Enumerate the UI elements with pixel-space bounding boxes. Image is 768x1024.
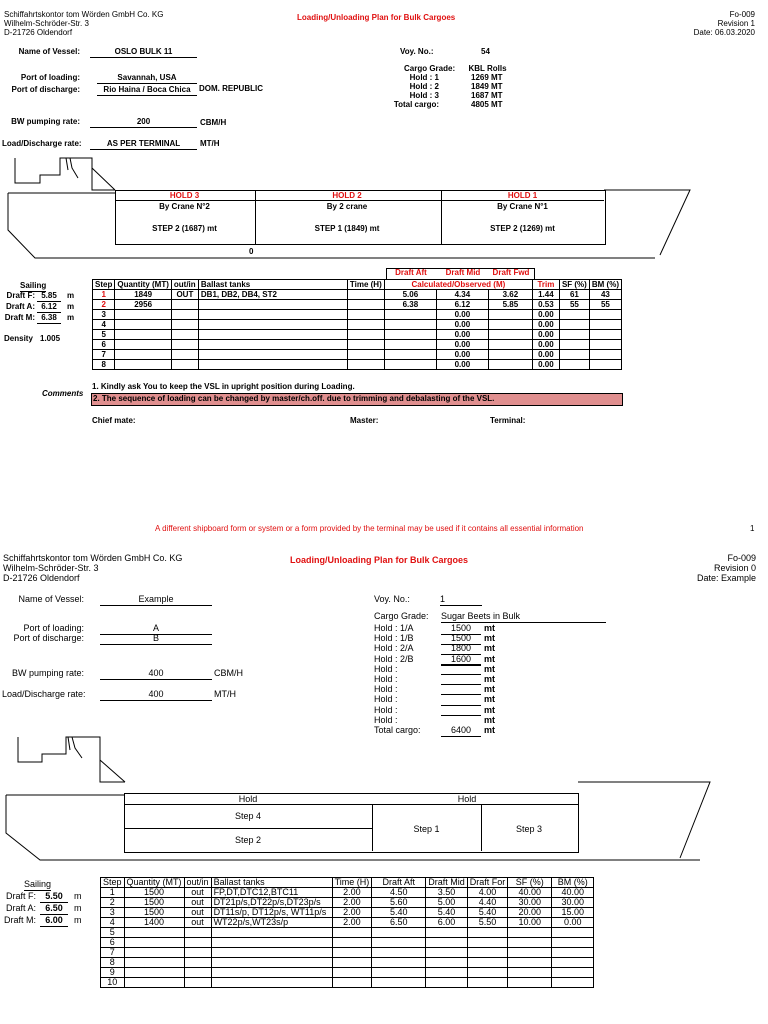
cell-step[interactable]: 5 — [101, 928, 125, 938]
cell-mid[interactable]: 0.00 — [436, 350, 488, 360]
cell-step[interactable]: 10 — [101, 978, 125, 988]
cell-sf[interactable] — [508, 928, 552, 938]
cell-io[interactable] — [184, 928, 211, 938]
hold-value[interactable]: 6400 — [441, 725, 481, 737]
cell-bm[interactable]: 40.00 — [552, 888, 594, 898]
cell-mid[interactable]: 0.00 — [436, 360, 488, 370]
cell-mid[interactable]: 4.34 — [436, 290, 488, 300]
cell-tanks[interactable] — [211, 978, 332, 988]
table-row — [101, 968, 594, 978]
cell-aft[interactable]: 4.50 — [372, 888, 426, 898]
master-signature[interactable]: Master: — [350, 416, 379, 425]
cell-sf[interactable] — [508, 948, 552, 958]
hold-unit: mt — [484, 714, 495, 725]
ship-hold-b: Hold — [457, 794, 477, 804]
vessel-label: Name of Vessel: — [18, 47, 80, 56]
company-name: Schiffahrtskontor tom Wörden GmbH Co. KG — [3, 553, 183, 563]
load-rate[interactable]: AS PER TERMINAL — [90, 139, 197, 150]
cell-bm[interactable]: 15.00 — [552, 908, 594, 918]
hold-value[interactable]: 1600 — [441, 654, 481, 666]
density-label: Density — [4, 334, 33, 343]
hold-value[interactable]: 1500 — [441, 633, 481, 645]
form-revision: Revision 0 — [713, 563, 756, 573]
port-of-discharge[interactable]: B — [100, 633, 212, 645]
cell-trim[interactable]: 0.00 — [532, 350, 559, 360]
ship-hold-crane: By 2 crane — [326, 202, 368, 211]
cell-trim[interactable]: 0.00 — [532, 310, 559, 320]
cell-mid[interactable] — [426, 958, 468, 968]
draft-unit: m — [67, 291, 75, 300]
draft-label: Draft F: — [5, 891, 36, 901]
cell-time[interactable] — [332, 958, 372, 968]
cell-step[interactable]: 7 — [93, 350, 115, 360]
ship-zero: 0 — [249, 247, 254, 256]
cell-time[interactable]: 2.00 — [332, 918, 372, 928]
cell-time[interactable]: 2.00 — [332, 888, 372, 898]
table-row — [101, 918, 594, 928]
hold-label: Hold : 3 — [409, 91, 439, 100]
ship-hold-a: Hold — [238, 794, 258, 804]
cell-step[interactable]: 2 — [101, 898, 125, 908]
draft-label: Draft F: — [6, 291, 35, 300]
hold-unit: mt — [484, 694, 495, 705]
cell-bm[interactable] — [552, 938, 594, 948]
ship-hold-name: HOLD 3 — [169, 191, 200, 200]
voyage-label: Voy. No.: — [374, 594, 410, 604]
hold-unit: mt — [484, 663, 495, 674]
header-out-in: out/in — [184, 878, 211, 888]
draft-unit: m — [74, 903, 82, 913]
bw-unit: CBM/H — [214, 668, 243, 678]
company-name: Schiffahrtskontor tom Wörden GmbH Co. KG — [4, 10, 164, 19]
table-row — [101, 928, 594, 938]
cell-tanks[interactable] — [211, 948, 332, 958]
hold-label: Total cargo: — [393, 100, 439, 109]
cell-mid[interactable]: 0.00 — [436, 310, 488, 320]
table-row — [101, 888, 594, 898]
hold-unit: mt — [484, 725, 495, 735]
cell-step[interactable]: 3 — [101, 908, 125, 918]
cell-bm[interactable]: 30.00 — [552, 898, 594, 908]
cell-io[interactable] — [184, 958, 211, 968]
ship-hold-name: HOLD 1 — [507, 191, 538, 200]
hold-label: Hold : 2 — [409, 82, 439, 91]
load-rate-label: Load/Discharge rate: — [2, 689, 86, 699]
cell-qty[interactable]: 1500 — [124, 908, 184, 918]
cell-fwd[interactable] — [467, 948, 508, 958]
cell-fwd[interactable] — [467, 968, 508, 978]
cell-time[interactable] — [332, 928, 372, 938]
cell-io[interactable]: out — [184, 918, 211, 928]
hold-label: Hold : 1/A — [374, 623, 414, 633]
header-draft-for: Draft For — [467, 878, 508, 888]
form-title: Loading/Unloading Plan for Bulk Cargoes — [297, 13, 456, 22]
cell-sf[interactable]: 10.00 — [508, 918, 552, 928]
bw-pumping-label: BW pumping rate: — [11, 668, 84, 678]
port-of-discharge-label: Port of discharge: — [11, 85, 80, 94]
cell-io[interactable] — [184, 978, 211, 988]
cell-sf[interactable]: 55 — [559, 300, 589, 310]
cell-tanks[interactable] — [211, 928, 332, 938]
draft-unit: m — [74, 915, 82, 925]
hold-unit: mt — [484, 653, 495, 664]
cell-time[interactable] — [332, 978, 372, 988]
draft-value[interactable]: 6.38 — [37, 313, 61, 324]
cell-mid[interactable] — [426, 928, 468, 938]
cell-aft[interactable] — [372, 968, 426, 978]
cell-aft[interactable]: 6.50 — [372, 918, 426, 928]
cell-bm[interactable] — [552, 948, 594, 958]
header-ballast-tanks: Ballast tanks — [198, 280, 347, 290]
cell-bm[interactable]: 43 — [589, 290, 621, 300]
ship-step-2: Step 2 — [234, 835, 262, 845]
header-step: Step — [93, 280, 115, 290]
draft-label: Draft M: — [3, 915, 36, 925]
hold-label: Hold : — [374, 674, 398, 684]
ship-hold-name: HOLD 2 — [332, 191, 362, 200]
cell-fwd[interactable]: 3.62 — [488, 290, 532, 300]
comments-label: Comments — [42, 389, 84, 398]
cell-fwd[interactable]: 4.40 — [467, 898, 508, 908]
chief-mate-signature[interactable]: Chief mate: — [92, 416, 136, 425]
draft-value[interactable]: 5.50 — [40, 891, 68, 903]
cell-bm[interactable]: 55 — [589, 300, 621, 310]
cell-qty[interactable]: 1849 — [115, 290, 172, 300]
header-time: Time (H) — [347, 280, 384, 290]
hold-plan-hline — [124, 828, 372, 829]
hold-label: Hold : — [374, 714, 398, 725]
draft-value[interactable]: 6.12 — [37, 302, 61, 313]
cell-bm[interactable]: 0.00 — [552, 918, 594, 928]
ship-hold-crane: By Crane N°1 — [497, 202, 548, 211]
table-row — [101, 938, 594, 948]
cell-aft[interactable]: 5.06 — [384, 290, 436, 300]
draft-value[interactable]: 5.85 — [37, 291, 61, 302]
cell-qty[interactable]: 1400 — [124, 918, 184, 928]
cell-step[interactable]: 4 — [93, 320, 115, 330]
cell-step[interactable]: 7 — [101, 948, 125, 958]
comment-1: 1. Kindly ask You to keep the VSL in upright position during Loading. — [92, 382, 355, 391]
form-number: Fo-009 — [727, 553, 756, 563]
cell-trim[interactable]: 0.00 — [532, 340, 559, 350]
cell-aft[interactable]: 6.38 — [384, 300, 436, 310]
hold-unit: mt — [484, 674, 495, 684]
cell-fwd[interactable] — [467, 938, 508, 948]
cell-fwd[interactable] — [467, 978, 508, 988]
cell-step[interactable]: 4 — [101, 918, 125, 928]
cell-aft[interactable] — [372, 938, 426, 948]
header-bm: BM (%) — [552, 878, 594, 888]
header-step: Step — [101, 878, 125, 888]
cell-qty[interactable] — [124, 968, 184, 978]
cell-step[interactable]: 3 — [93, 310, 115, 320]
cell-tanks[interactable] — [211, 958, 332, 968]
cell-io[interactable]: out — [184, 898, 211, 908]
header-time: Time (H) — [332, 878, 372, 888]
density-value[interactable]: 1.005 — [40, 334, 61, 343]
cell-aft[interactable] — [372, 978, 426, 988]
draft-unit: m — [74, 891, 82, 901]
vessel-name[interactable]: OSLO BULK 11 — [90, 47, 197, 58]
cell-trim[interactable]: 0.00 — [532, 330, 559, 340]
header-quantity: Quantity (MT) — [115, 280, 172, 290]
cell-aft[interactable]: 5.60 — [372, 898, 426, 908]
hold-label: Hold : 2/A — [374, 643, 414, 654]
vessel-label: Name of Vessel: — [18, 594, 84, 604]
load-rate-unit: MT/H — [200, 139, 220, 148]
ship-step-3: Step 3 — [515, 824, 543, 834]
load-rate-label: Load/Discharge rate: — [2, 139, 82, 148]
cell-mid[interactable]: 5.40 — [426, 908, 468, 918]
form-date: Date: Example — [696, 573, 756, 583]
draft-label: Draft A: — [5, 302, 35, 311]
cell-sf[interactable] — [508, 938, 552, 948]
port-of-discharge-label: Port of discharge: — [13, 633, 84, 643]
header-draft-aft: Draft Aft — [372, 878, 426, 888]
table-row — [101, 978, 594, 988]
header-sf: SF (%) — [508, 878, 552, 888]
load-rate-unit: MT/H — [214, 689, 236, 699]
cargo-grade[interactable]: Sugar Beets in Bulk — [441, 611, 606, 623]
vessel-name[interactable]: Example — [100, 594, 212, 606]
hold-label: Hold : 2/B — [374, 653, 414, 664]
cell-fwd[interactable] — [467, 958, 508, 968]
draft-label: Draft A: — [5, 903, 36, 913]
cell-time[interactable]: 2.00 — [332, 898, 372, 908]
cell-tanks[interactable]: FP,DT,DTC12,BTC11 — [211, 888, 332, 898]
cell-time[interactable] — [332, 938, 372, 948]
form-title: Loading/Unloading Plan for Bulk Cargoes — [290, 555, 469, 565]
port-of-loading-label: Port of loading: — [23, 623, 84, 633]
cell-bm[interactable] — [552, 978, 594, 988]
hold-label: Hold : — [374, 704, 398, 715]
cell-aft[interactable] — [372, 948, 426, 958]
cell-mid[interactable]: 0.00 — [436, 320, 488, 330]
cell-trim[interactable]: 0.00 — [532, 360, 559, 370]
cell-fwd[interactable]: 5.40 — [467, 908, 508, 918]
draft-value[interactable]: 6.00 — [40, 915, 68, 927]
table-row — [101, 958, 594, 968]
cargo-grade-label: Cargo Grade: — [404, 64, 456, 73]
cell-sf[interactable]: 30.00 — [508, 898, 552, 908]
port-of-loading[interactable]: A — [100, 623, 212, 635]
cell-time[interactable]: 2.00 — [332, 908, 372, 918]
bw-unit: CBM/H — [200, 118, 227, 127]
cell-fwd[interactable]: 4.00 — [467, 888, 508, 898]
header-trim: Trim — [532, 280, 559, 290]
cell-tanks[interactable] — [211, 938, 332, 948]
hold-unit: mt — [484, 704, 495, 715]
cell-trim[interactable]: 1.44 — [532, 290, 559, 300]
ship-step-4: Step 4 — [234, 811, 262, 821]
cell-mid[interactable]: 0.00 — [436, 340, 488, 350]
hold-unit: mt — [484, 643, 495, 654]
hold-value[interactable]: 1687 MT — [471, 91, 503, 100]
cell-aft[interactable]: 5.40 — [372, 908, 426, 918]
voyage-number[interactable]: 1 — [440, 594, 482, 606]
cell-qty[interactable]: 2956 — [115, 300, 172, 310]
bw-pumping-label: BW pumping rate: — [11, 117, 80, 126]
sailing-label: Sailing — [20, 281, 47, 290]
cargo-grade-label: Cargo Grade: — [374, 611, 429, 621]
company-city: D-21726 Oldendorf — [3, 573, 80, 583]
hold-value[interactable]: 4805 MT — [471, 100, 503, 109]
draft-fwd-header: Draft Fwd — [492, 268, 530, 277]
cell-tanks[interactable]: DT11s/p, DT12p/s, WT11p/s — [211, 908, 332, 918]
cargo-grade[interactable]: KBL Rolls — [468, 64, 507, 73]
hold-unit: mt — [484, 623, 495, 633]
voyage-label: Voy. No.: — [400, 47, 434, 56]
port-of-discharge[interactable]: Rio Haina / Boca Chica — [97, 85, 197, 96]
port-of-loading-label: Port of loading: — [20, 73, 80, 82]
cell-io[interactable]: out — [184, 908, 211, 918]
company-city: D-21726 Oldendorf — [4, 28, 73, 37]
company-street: Wilhelm-Schröder-Str. 3 — [3, 563, 99, 573]
form-date: Date: 06.03.2020 — [693, 28, 755, 37]
terminal-signature[interactable]: Terminal: — [490, 416, 526, 425]
cell-step[interactable]: 1 — [101, 888, 125, 898]
cell-sf[interactable]: 20.00 — [508, 908, 552, 918]
cell-mid[interactable] — [426, 968, 468, 978]
hold-label: Hold : 1/B — [374, 633, 414, 644]
cell-qty[interactable] — [124, 948, 184, 958]
cell-step[interactable]: 9 — [101, 968, 125, 978]
cell-fwd[interactable] — [467, 928, 508, 938]
cell-qty[interactable]: 1500 — [124, 888, 184, 898]
header-out-in: out/in — [171, 280, 198, 290]
cell-bm[interactable] — [552, 958, 594, 968]
cell-step[interactable]: 6 — [101, 938, 125, 948]
cell-tanks[interactable]: WT22p/s,WT23s/p — [211, 918, 332, 928]
header-quantity: Quantity (MT) — [124, 878, 184, 888]
cell-io[interactable] — [184, 968, 211, 978]
cell-sf[interactable] — [508, 978, 552, 988]
cell-mid[interactable] — [426, 978, 468, 988]
hold-unit: mt — [484, 684, 495, 695]
cell-step[interactable]: 5 — [93, 330, 115, 340]
cell-mid[interactable]: 6.12 — [436, 300, 488, 310]
draft-aft-header: Draft Aft — [395, 268, 427, 277]
draft-mid-header: Draft Mid — [445, 268, 481, 277]
draft-unit: m — [67, 302, 75, 311]
cell-qty[interactable] — [124, 958, 184, 968]
cell-step[interactable]: 8 — [93, 360, 115, 370]
cell-qty[interactable] — [124, 928, 184, 938]
cell-io[interactable] — [184, 948, 211, 958]
cell-tanks[interactable] — [211, 968, 332, 978]
load-rate[interactable]: 400 — [100, 689, 212, 701]
voyage-number[interactable]: 54 — [481, 47, 490, 56]
cell-mid[interactable]: 0.00 — [436, 330, 488, 340]
table-row — [101, 898, 594, 908]
ship-step-1: Step 1 — [413, 824, 440, 834]
comment-2: 2. The sequence of loading can be changed by master/ch.off. due to trimming and debalasting of the VSL. — [91, 393, 623, 406]
ship-hold-step: STEP 2 (1687) mt — [152, 224, 217, 233]
hold-label: Hold : — [374, 663, 398, 674]
hold-value[interactable]: 1500 — [441, 623, 481, 635]
cell-mid[interactable]: 3.50 — [426, 888, 468, 898]
cell-bm[interactable] — [552, 968, 594, 978]
footer-note: A different shipboard form or system or a form provided by the terminal may be used if it contains all essential information — [155, 524, 584, 533]
cell-aft[interactable] — [372, 958, 426, 968]
header-ballast-tanks: Ballast tanks — [211, 878, 332, 888]
cell-mid[interactable] — [426, 948, 468, 958]
cell-qty[interactable] — [124, 978, 184, 988]
header-sf: SF (%) — [559, 280, 589, 290]
draft-label: Draft M: — [4, 313, 35, 322]
header-bm: BM (%) — [589, 280, 621, 290]
cell-trim[interactable]: 0.53 — [532, 300, 559, 310]
discharge-country: DOM. REPUBLIC — [199, 84, 263, 93]
cell-sf[interactable]: 61 — [559, 290, 589, 300]
hold-label: Hold : — [374, 694, 398, 705]
form-revision: Revision 1 — [717, 19, 755, 28]
cell-io[interactable]: out — [184, 888, 211, 898]
cell-trim[interactable]: 0.00 — [532, 320, 559, 330]
cell-mid[interactable]: 5.00 — [426, 898, 468, 908]
hold-value[interactable]: 1849 MT — [471, 82, 503, 91]
cell-sf[interactable] — [508, 958, 552, 968]
cell-sf[interactable] — [508, 968, 552, 978]
cell-step[interactable]: 2 — [93, 300, 115, 310]
cell-bm[interactable] — [552, 928, 594, 938]
ship-hold-step: STEP 2 (1269) mt — [490, 224, 555, 233]
cell-tanks[interactable]: DB1, DB2, DB4, ST2 — [198, 290, 347, 300]
hold-label: Total cargo: — [374, 725, 421, 735]
ship-hold-step: STEP 1 (1849) mt — [314, 224, 380, 233]
cell-qty[interactable]: 1500 — [124, 898, 184, 908]
cell-mid[interactable] — [426, 938, 468, 948]
company-street: Wilhelm-Schröder-Str. 3 — [4, 19, 89, 28]
bw-pumping-rate[interactable]: 400 — [100, 668, 212, 680]
table-row — [101, 948, 594, 958]
table-row — [101, 908, 594, 918]
cell-step[interactable]: 6 — [93, 340, 115, 350]
bw-pumping-rate[interactable]: 200 — [90, 117, 197, 128]
hold-value[interactable]: 1269 MT — [471, 73, 503, 82]
cell-sf[interactable]: 40.00 — [508, 888, 552, 898]
draft-unit: m — [67, 313, 75, 322]
cell-fwd[interactable]: 5.50 — [467, 918, 508, 928]
cell-time[interactable] — [332, 968, 372, 978]
cell-mid[interactable]: 6.00 — [426, 918, 468, 928]
cell-io[interactable] — [184, 938, 211, 948]
form-number: Fo-009 — [729, 10, 755, 19]
cell-step[interactable]: 1 — [93, 290, 115, 300]
hold-label: Hold : — [374, 684, 398, 695]
draft-value[interactable]: 6.50 — [40, 903, 68, 915]
port-of-loading[interactable]: Savannah, USA — [97, 73, 197, 84]
hold-label: Hold : 1 — [409, 73, 439, 82]
cell-tanks[interactable]: DT21p/s,DT22p/s,DT23p/s — [211, 898, 332, 908]
step-table-2 — [100, 877, 594, 988]
header-calculated-observed: Calculated/Observed (M) — [384, 280, 532, 290]
page-number: 1 — [750, 524, 755, 533]
cell-time[interactable] — [332, 948, 372, 958]
sailing-label: Sailing — [24, 879, 52, 889]
ship-hold-crane: By Crane N°2 — [159, 202, 210, 211]
hold-value[interactable]: 1800 — [441, 643, 481, 655]
cell-fwd[interactable]: 5.85 — [488, 300, 532, 310]
hold-unit: mt — [484, 633, 495, 644]
cell-step[interactable]: 8 — [101, 958, 125, 968]
cell-io[interactable]: OUT — [171, 290, 198, 300]
header-draft-mid: Draft Mid — [426, 878, 468, 888]
cell-qty[interactable] — [124, 938, 184, 948]
cell-aft[interactable] — [372, 928, 426, 938]
